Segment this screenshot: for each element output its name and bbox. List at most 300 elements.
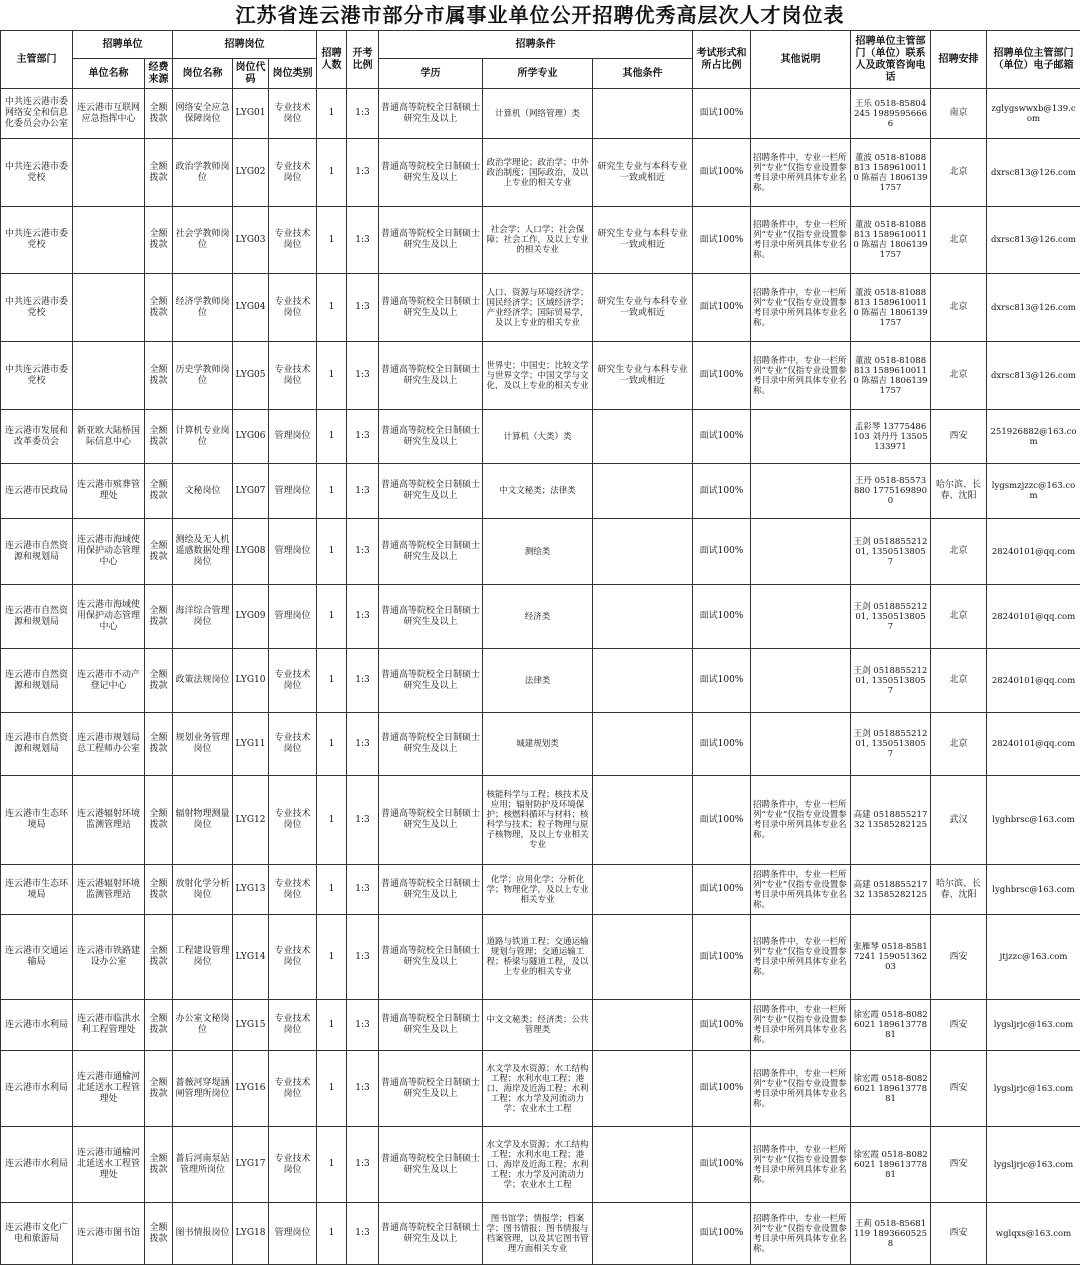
cell-post: 社会学教师岗位 xyxy=(173,207,233,274)
cell-education: 普通高等院校全日制硕士研究生及以上 xyxy=(379,915,483,1000)
cell-education: 普通高等院校全日制硕士研究生及以上 xyxy=(379,519,483,585)
table-row xyxy=(1,713,1080,776)
table-body xyxy=(1,89,1080,1265)
cell-major: 中文文秘类；经济类；公共管理类 xyxy=(483,1000,593,1051)
cell-major: 测绘类 xyxy=(483,519,593,585)
table-row xyxy=(1,776,1080,865)
cell-post: 放射化学分析岗位 xyxy=(173,865,233,915)
header-dept: 主管部门 xyxy=(1,31,73,89)
cell-unit: 连云港市规划局总工程师办公室 xyxy=(73,713,145,776)
cell-location: 西安 xyxy=(931,410,987,464)
cell-funding: 全额拨款 xyxy=(145,139,173,207)
cell-contact: 王剑 051885521201, 13505138057 xyxy=(851,649,931,713)
cell-other xyxy=(593,464,693,519)
cell-funding: 全额拨款 xyxy=(145,585,173,649)
cell-notes: 招聘条件中，专业一栏所列“专业”仅指专业设置参考目录中所列具体专业名称。 xyxy=(751,915,851,1000)
cell-count: 1 xyxy=(317,1000,347,1051)
table-row xyxy=(1,139,1080,207)
cell-email: 28240101@qq.com xyxy=(987,585,1080,649)
cell-unit: 连云港市铁路建设办公室 xyxy=(73,915,145,1000)
cell-email: 28240101@qq.com xyxy=(987,519,1080,585)
cell-contact: 董波 0518-81088813 15896100110 陈福吉 18061391757 xyxy=(851,342,931,410)
cell-contact: 王乐 0518-85804245 19895956666 xyxy=(851,89,931,139)
cell-count: 1 xyxy=(317,342,347,410)
cell-contact: 孟彩琴 13775486103 刘丹丹 13505133971 xyxy=(851,410,931,464)
header-location: 招聘安排 xyxy=(931,31,987,89)
cell-code: LYG17 xyxy=(233,1127,269,1203)
table-row xyxy=(1,649,1080,713)
cell-post: 工程建设管理岗位 xyxy=(173,915,233,1000)
table-row xyxy=(1,519,1080,585)
cell-email: 28240101@qq.com xyxy=(987,649,1080,713)
cell-type: 管理岗位 xyxy=(269,585,317,649)
cell-other xyxy=(593,1051,693,1127)
cell-funding: 全额拨款 xyxy=(145,464,173,519)
cell-notes xyxy=(751,585,851,649)
cell-count: 1 xyxy=(317,207,347,274)
cell-email: dxrsc813@126.com xyxy=(987,139,1080,207)
cell-ratio: 1:3 xyxy=(347,865,379,915)
cell-major: 计算机（大类）类 xyxy=(483,410,593,464)
cell-code: LYG12 xyxy=(233,776,269,865)
table-row xyxy=(1,464,1080,519)
cell-major: 水文学及水资源；水工结构工程；水利水电工程；港口、海岸及近海工程；水利工程；水力学及河流动力学；农业水土工程 xyxy=(483,1051,593,1127)
cell-ratio: 1:3 xyxy=(347,649,379,713)
cell-education: 普通高等院校全日制硕士研究生及以上 xyxy=(379,1127,483,1203)
cell-major: 经济类 xyxy=(483,585,593,649)
cell-ratio: 1:3 xyxy=(347,713,379,776)
cell-dept: 中共连云港市委党校 xyxy=(1,207,73,274)
header-exam: 考试形式和所占比例 xyxy=(693,31,751,89)
cell-education: 普通高等院校全日制硕士研究生及以上 xyxy=(379,585,483,649)
cell-count: 1 xyxy=(317,464,347,519)
cell-other xyxy=(593,713,693,776)
cell-count: 1 xyxy=(317,1127,347,1203)
cell-unit: 连云港市殡葬管理处 xyxy=(73,464,145,519)
cell-funding: 全额拨款 xyxy=(145,713,173,776)
cell-location: 北京 xyxy=(931,342,987,410)
cell-ratio: 1:3 xyxy=(347,519,379,585)
header-unit-group: 招聘单位 xyxy=(73,31,173,59)
cell-code: LYG05 xyxy=(233,342,269,410)
cell-exam: 面试100% xyxy=(693,713,751,776)
cell-location: 北京 xyxy=(931,139,987,207)
table-row xyxy=(1,89,1080,139)
cell-ratio: 1:3 xyxy=(347,776,379,865)
cell-exam: 面试100% xyxy=(693,274,751,342)
table-row xyxy=(1,274,1080,342)
cell-post: 政治学教师岗位 xyxy=(173,139,233,207)
cell-education: 普通高等院校全日制硕士研究生及以上 xyxy=(379,1203,483,1265)
cell-location: 北京 xyxy=(931,274,987,342)
cell-other xyxy=(593,89,693,139)
cell-unit xyxy=(73,342,145,410)
cell-dept: 连云港市水利局 xyxy=(1,1000,73,1051)
cell-type: 专业技术岗位 xyxy=(269,207,317,274)
cell-location: 哈尔滨、长春、沈阳 xyxy=(931,464,987,519)
cell-type: 专业技术岗位 xyxy=(269,1051,317,1127)
cell-notes: 招聘条件中，专业一栏所列“专业”仅指专业设置参考目录中所列具体专业名称。 xyxy=(751,1203,851,1265)
cell-exam: 面试100% xyxy=(693,89,751,139)
cell-location: 西安 xyxy=(931,915,987,1000)
cell-location: 南京 xyxy=(931,89,987,139)
cell-unit: 连云港市通榆河北延送水工程管理处 xyxy=(73,1051,145,1127)
cell-ratio: 1:3 xyxy=(347,1051,379,1127)
cell-education: 普通高等院校全日制硕士研究生及以上 xyxy=(379,464,483,519)
cell-funding: 全额拨款 xyxy=(145,89,173,139)
cell-other: 研究生专业与本科专业一致或相近 xyxy=(593,274,693,342)
cell-ratio: 1:3 xyxy=(347,915,379,1000)
cell-count: 1 xyxy=(317,410,347,464)
cell-exam: 面试100% xyxy=(693,585,751,649)
cell-email: lygsmzjzzc@163.com xyxy=(987,464,1080,519)
cell-exam: 面试100% xyxy=(693,519,751,585)
cell-type: 管理岗位 xyxy=(269,519,317,585)
cell-major: 城建规划类 xyxy=(483,713,593,776)
cell-ratio: 1:3 xyxy=(347,1203,379,1265)
cell-contact: 董波 0518-81088813 15896100110 陈福吉 18061391757 xyxy=(851,274,931,342)
cell-other: 研究生专业与本科专业一致或相近 xyxy=(593,207,693,274)
cell-contact: 王剑 051885521201, 13505138057 xyxy=(851,585,931,649)
header-major: 所学专业 xyxy=(483,59,593,89)
cell-type: 管理岗位 xyxy=(269,1203,317,1265)
cell-notes xyxy=(751,410,851,464)
header-post-code: 岗位代码 xyxy=(233,59,269,89)
cell-major: 政治学理论；政治学；中外政治制度；国际政治，及以上专业的相关专业 xyxy=(483,139,593,207)
cell-other: 研究生专业与本科专业一致或相近 xyxy=(593,342,693,410)
cell-exam: 面试100% xyxy=(693,776,751,865)
cell-notes xyxy=(751,464,851,519)
cell-dept: 连云港市交通运输局 xyxy=(1,915,73,1000)
cell-location: 哈尔滨、长春、沈阳 xyxy=(931,865,987,915)
cell-count: 1 xyxy=(317,274,347,342)
cell-post: 蔷薇河穿堤涵闸管理所岗位 xyxy=(173,1051,233,1127)
cell-unit: 连云港市互联网应急指挥中心 xyxy=(73,89,145,139)
cell-unit: 连云港市临洪水利工程管理处 xyxy=(73,1000,145,1051)
cell-notes xyxy=(751,89,851,139)
cell-funding: 全额拨款 xyxy=(145,1000,173,1051)
cell-code: LYG10 xyxy=(233,649,269,713)
cell-other xyxy=(593,410,693,464)
cell-type: 专业技术岗位 xyxy=(269,1127,317,1203)
table-row xyxy=(1,207,1080,274)
cell-email: lyghbrsc@163.com xyxy=(987,865,1080,915)
header-count: 招聘人数 xyxy=(317,31,347,89)
cell-exam: 面试100% xyxy=(693,1051,751,1127)
cell-exam: 面试100% xyxy=(693,649,751,713)
cell-unit: 连云港辐射环境监测管理站 xyxy=(73,865,145,915)
cell-type: 专业技术岗位 xyxy=(269,1000,317,1051)
cell-post: 规划业务管理岗位 xyxy=(173,713,233,776)
cell-exam: 面试100% xyxy=(693,1127,751,1203)
cell-education: 普通高等院校全日制硕士研究生及以上 xyxy=(379,342,483,410)
cell-notes: 招聘条件中，专业一栏所列“专业”仅指专业设置参考目录中所列具体专业名称。 xyxy=(751,1000,851,1051)
cell-contact: 徐宏霞 0518-80826021 18961377881 xyxy=(851,1051,931,1127)
cell-contact: 张雁琴 0518-85817241 15905136203 xyxy=(851,915,931,1000)
cell-code: LYG13 xyxy=(233,865,269,915)
document-title: 江苏省连云港市部分市属事业单位公开招聘优秀高层次人才岗位表 xyxy=(0,0,1080,30)
cell-education: 普通高等院校全日制硕士研究生及以上 xyxy=(379,713,483,776)
cell-notes xyxy=(751,519,851,585)
cell-education: 普通高等院校全日制硕士研究生及以上 xyxy=(379,207,483,274)
cell-count: 1 xyxy=(317,915,347,1000)
cell-type: 专业技术岗位 xyxy=(269,776,317,865)
cell-ratio: 1:3 xyxy=(347,1000,379,1051)
header-contact: 招聘单位主管部门（单位）联系人及政策咨询电话 xyxy=(851,31,931,89)
cell-code: LYG18 xyxy=(233,1203,269,1265)
cell-type: 管理岗位 xyxy=(269,464,317,519)
cell-funding: 全额拨款 xyxy=(145,649,173,713)
cell-other xyxy=(593,915,693,1000)
cell-dept: 连云港市发展和改革委员会 xyxy=(1,410,73,464)
cell-count: 1 xyxy=(317,713,347,776)
cell-location: 西安 xyxy=(931,1203,987,1265)
cell-code: LYG08 xyxy=(233,519,269,585)
cell-dept: 中共连云港市委党校 xyxy=(1,342,73,410)
cell-unit: 新亚欧大陆桥国际信息中心 xyxy=(73,410,145,464)
cell-email: lygsljrjc@163.com xyxy=(987,1000,1080,1051)
cell-funding: 全额拨款 xyxy=(145,915,173,1000)
cell-education: 普通高等院校全日制硕士研究生及以上 xyxy=(379,649,483,713)
cell-ratio: 1:3 xyxy=(347,274,379,342)
header-post-group: 招聘岗位 xyxy=(173,31,317,59)
cell-contact: 王莉 0518-85681119 18936605258 xyxy=(851,1203,931,1265)
cell-exam: 面试100% xyxy=(693,1203,751,1265)
cell-location: 北京 xyxy=(931,585,987,649)
cell-funding: 全额拨款 xyxy=(145,865,173,915)
cell-count: 1 xyxy=(317,139,347,207)
cell-education: 普通高等院校全日制硕士研究生及以上 xyxy=(379,1000,483,1051)
cell-post: 海洋综合管理岗位 xyxy=(173,585,233,649)
cell-other xyxy=(593,865,693,915)
cell-email: lyghbrsc@163.com xyxy=(987,776,1080,865)
header-other: 其他条件 xyxy=(593,59,693,89)
cell-contact: 董波 0518-81088813 15896100110 陈福吉 18061391757 xyxy=(851,207,931,274)
cell-code: LYG07 xyxy=(233,464,269,519)
cell-code: LYG16 xyxy=(233,1051,269,1127)
cell-dept: 连云港市文化广电和旅游局 xyxy=(1,1203,73,1265)
table-row xyxy=(1,410,1080,464)
cell-notes: 招聘条件中，专业一栏所列“专业”仅指专业设置参考目录中所列具体专业名称。 xyxy=(751,1051,851,1127)
cell-contact: 王丹 0518-85573880 17751698900 xyxy=(851,464,931,519)
cell-post: 文秘岗位 xyxy=(173,464,233,519)
cell-exam: 面试100% xyxy=(693,915,751,1000)
cell-post: 经济学教师岗位 xyxy=(173,274,233,342)
cell-notes xyxy=(751,649,851,713)
cell-code: LYG04 xyxy=(233,274,269,342)
cell-major: 化学；应用化学；分析化学；物理化学，及以上专业相关专业 xyxy=(483,865,593,915)
cell-code: LYG14 xyxy=(233,915,269,1000)
cell-count: 1 xyxy=(317,865,347,915)
cell-location: 北京 xyxy=(931,713,987,776)
cell-major: 核能科学与工程；核技术及应用；辐射防护及环境保护；核燃料循环与材料；核科学与技术；粒子物理与原子核物理，及以上专业相关专业 xyxy=(483,776,593,865)
header-email: 招聘单位主管部门（单位）电子邮箱 xyxy=(987,31,1080,89)
cell-funding: 全额拨款 xyxy=(145,207,173,274)
cell-education: 普通高等院校全日制硕士研究生及以上 xyxy=(379,776,483,865)
cell-dept: 连云港市生态环境局 xyxy=(1,776,73,865)
cell-location: 北京 xyxy=(931,207,987,274)
cell-email: jtjzzc@163.com xyxy=(987,915,1080,1000)
cell-type: 专业技术岗位 xyxy=(269,915,317,1000)
cell-major: 世界史；中国史；比较文学与世界文学；中国文学与文化，及以上专业的相关专业 xyxy=(483,342,593,410)
cell-type: 专业技术岗位 xyxy=(269,274,317,342)
cell-major: 法律类 xyxy=(483,649,593,713)
cell-email: dxrsc813@126.com xyxy=(987,274,1080,342)
cell-exam: 面试100% xyxy=(693,865,751,915)
cell-dept: 中共连云港市委党校 xyxy=(1,274,73,342)
table-row xyxy=(1,585,1080,649)
cell-other xyxy=(593,649,693,713)
cell-post: 蔷后河南泵站管理所岗位 xyxy=(173,1127,233,1203)
table-row xyxy=(1,1203,1080,1265)
cell-ratio: 1:3 xyxy=(347,410,379,464)
cell-post: 测绘及无人机遥感数据处理岗位 xyxy=(173,519,233,585)
cell-contact: 王剑 051885521201, 13505138057 xyxy=(851,519,931,585)
header-ratio: 开考比例 xyxy=(347,31,379,89)
cell-location: 西安 xyxy=(931,1127,987,1203)
table-row xyxy=(1,1000,1080,1051)
cell-email: lygsljrjc@163.com xyxy=(987,1127,1080,1203)
cell-funding: 全额拨款 xyxy=(145,1127,173,1203)
cell-count: 1 xyxy=(317,89,347,139)
cell-notes: 招聘条件中，专业一栏所列“专业”仅指专业设置参考目录中所列具体专业名称。 xyxy=(751,207,851,274)
cell-exam: 面试100% xyxy=(693,342,751,410)
cell-dept: 连云港市自然资源和规划局 xyxy=(1,585,73,649)
cell-unit: 连云港辐射环境监测管理站 xyxy=(73,776,145,865)
cell-contact: 徐宏霞 0518-80826021 18961377881 xyxy=(851,1127,931,1203)
cell-notes: 招聘条件中，专业一栏所列“专业”仅指专业设置参考目录中所列具体专业名称。 xyxy=(751,776,851,865)
cell-exam: 面试100% xyxy=(693,207,751,274)
cell-code: LYG02 xyxy=(233,139,269,207)
cell-education: 普通高等院校全日制硕士研究生及以上 xyxy=(379,865,483,915)
cell-email: dxrsc813@126.com xyxy=(987,207,1080,274)
cell-ratio: 1:3 xyxy=(347,1127,379,1203)
cell-post: 历史学教师岗位 xyxy=(173,342,233,410)
table-row xyxy=(1,342,1080,410)
cell-dept: 连云港市生态环境局 xyxy=(1,865,73,915)
cell-exam: 面试100% xyxy=(693,464,751,519)
cell-major: 道路与铁道工程；交通运输规划与管理；交通运输工程；桥梁与隧道工程，及以上专业的相关专业 xyxy=(483,915,593,1000)
cell-other xyxy=(593,776,693,865)
header-post-type: 岗位类别 xyxy=(269,59,317,89)
cell-ratio: 1:3 xyxy=(347,139,379,207)
cell-notes: 招聘条件中，专业一栏所列“专业”仅指专业设置参考目录中所列具体专业名称。 xyxy=(751,865,851,915)
cell-dept: 连云港市民政局 xyxy=(1,464,73,519)
cell-dept: 连云港市水利局 xyxy=(1,1127,73,1203)
cell-dept: 连云港市自然资源和规划局 xyxy=(1,649,73,713)
table-row xyxy=(1,1051,1080,1127)
cell-count: 1 xyxy=(317,1051,347,1127)
cell-ratio: 1:3 xyxy=(347,585,379,649)
cell-funding: 全额拨款 xyxy=(145,274,173,342)
cell-ratio: 1:3 xyxy=(347,89,379,139)
cell-unit: 连云港市不动产登记中心 xyxy=(73,649,145,713)
cell-location: 北京 xyxy=(931,519,987,585)
cell-major: 图书馆学；情报学；档案学；图书情报；图书情报与档案管理，以及其它图书管理方面相关专业 xyxy=(483,1203,593,1265)
cell-funding: 全额拨款 xyxy=(145,519,173,585)
cell-code: LYG01 xyxy=(233,89,269,139)
cell-email: lygsljrjc@163.com xyxy=(987,1051,1080,1127)
cell-location: 武汉 xyxy=(931,776,987,865)
header-cond-group: 招聘条件 xyxy=(379,31,693,59)
cell-major: 水文学及水资源；水工结构工程；水利水电工程；港口、海岸及近海工程；水利工程；水力学及河流动力学；农业水土工程 xyxy=(483,1127,593,1203)
cell-email: wglqxs@163.com xyxy=(987,1203,1080,1265)
cell-contact: 徐宏霞 0518-80826021 18961377881 xyxy=(851,1000,931,1051)
cell-education: 普通高等院校全日制硕士研究生及以上 xyxy=(379,89,483,139)
cell-other: 研究生专业与本科专业一致或相近 xyxy=(593,139,693,207)
cell-funding: 全额拨款 xyxy=(145,410,173,464)
header-notes: 其他说明 xyxy=(751,31,851,89)
cell-count: 1 xyxy=(317,649,347,713)
cell-location: 西安 xyxy=(931,1000,987,1051)
cell-education: 普通高等院校全日制硕士研究生及以上 xyxy=(379,274,483,342)
cell-unit xyxy=(73,274,145,342)
cell-code: LYG06 xyxy=(233,410,269,464)
cell-education: 普通高等院校全日制硕士研究生及以上 xyxy=(379,1051,483,1127)
cell-type: 管理岗位 xyxy=(269,410,317,464)
cell-type: 专业技术岗位 xyxy=(269,865,317,915)
cell-exam: 面试100% xyxy=(693,1000,751,1051)
job-post-table xyxy=(0,30,1080,1265)
cell-count: 1 xyxy=(317,585,347,649)
cell-dept: 连云港市水利局 xyxy=(1,1051,73,1127)
cell-location: 北京 xyxy=(931,649,987,713)
table-row xyxy=(1,915,1080,1000)
header-unit-name: 单位名称 xyxy=(73,59,145,89)
cell-funding: 全额拨款 xyxy=(145,1051,173,1127)
cell-email: dxrsc813@126.com xyxy=(987,342,1080,410)
cell-notes: 招聘条件中，专业一栏所列“专业”仅指专业设置参考目录中所列具体专业名称。 xyxy=(751,274,851,342)
cell-ratio: 1:3 xyxy=(347,464,379,519)
cell-contact: 高建 051885521732 13585282125 xyxy=(851,776,931,865)
cell-other xyxy=(593,585,693,649)
cell-dept: 连云港市自然资源和规划局 xyxy=(1,713,73,776)
header-education: 学历 xyxy=(379,59,483,89)
cell-dept: 中共连云港市委党校 xyxy=(1,139,73,207)
cell-education: 普通高等院校全日制硕士研究生及以上 xyxy=(379,139,483,207)
cell-email: 251926882@163.com xyxy=(987,410,1080,464)
cell-code: LYG11 xyxy=(233,713,269,776)
cell-code: LYG15 xyxy=(233,1000,269,1051)
cell-contact: 董波 0518-81088813 15896100110 陈福吉 18061391757 xyxy=(851,139,931,207)
cell-count: 1 xyxy=(317,776,347,865)
cell-code: LYG09 xyxy=(233,585,269,649)
cell-major: 计算机（网络管理）类 xyxy=(483,89,593,139)
cell-unit xyxy=(73,207,145,274)
cell-notes xyxy=(751,713,851,776)
cell-count: 1 xyxy=(317,1203,347,1265)
cell-unit: 连云港市图书馆 xyxy=(73,1203,145,1265)
header-post-name: 岗位名称 xyxy=(173,59,233,89)
cell-other xyxy=(593,519,693,585)
header-funding: 经费来源 xyxy=(145,59,173,89)
cell-education: 普通高等院校全日制硕士研究生及以上 xyxy=(379,410,483,464)
cell-dept: 中共连云港市委网络安全和信息化委员会办公室 xyxy=(1,89,73,139)
cell-other xyxy=(593,1127,693,1203)
cell-post: 计算机专业岗位 xyxy=(173,410,233,464)
cell-unit: 连云港市海域使用保护动态管理中心 xyxy=(73,519,145,585)
cell-unit xyxy=(73,139,145,207)
cell-major: 人口、资源与环境经济学；国民经济学；区域经济学；产业经济学；国际贸易学，及以上专业的相关专业 xyxy=(483,274,593,342)
cell-post: 网络安全应急保障岗位 xyxy=(173,89,233,139)
cell-other xyxy=(593,1000,693,1051)
cell-location: 西安 xyxy=(931,1051,987,1127)
table-row xyxy=(1,1127,1080,1203)
cell-funding: 全额拨款 xyxy=(145,776,173,865)
cell-type: 专业技术岗位 xyxy=(269,139,317,207)
cell-notes: 招聘条件中，专业一栏所列“专业”仅指专业设置参考目录中所列具体专业名称。 xyxy=(751,342,851,410)
cell-post: 办公室文秘岗位 xyxy=(173,1000,233,1051)
